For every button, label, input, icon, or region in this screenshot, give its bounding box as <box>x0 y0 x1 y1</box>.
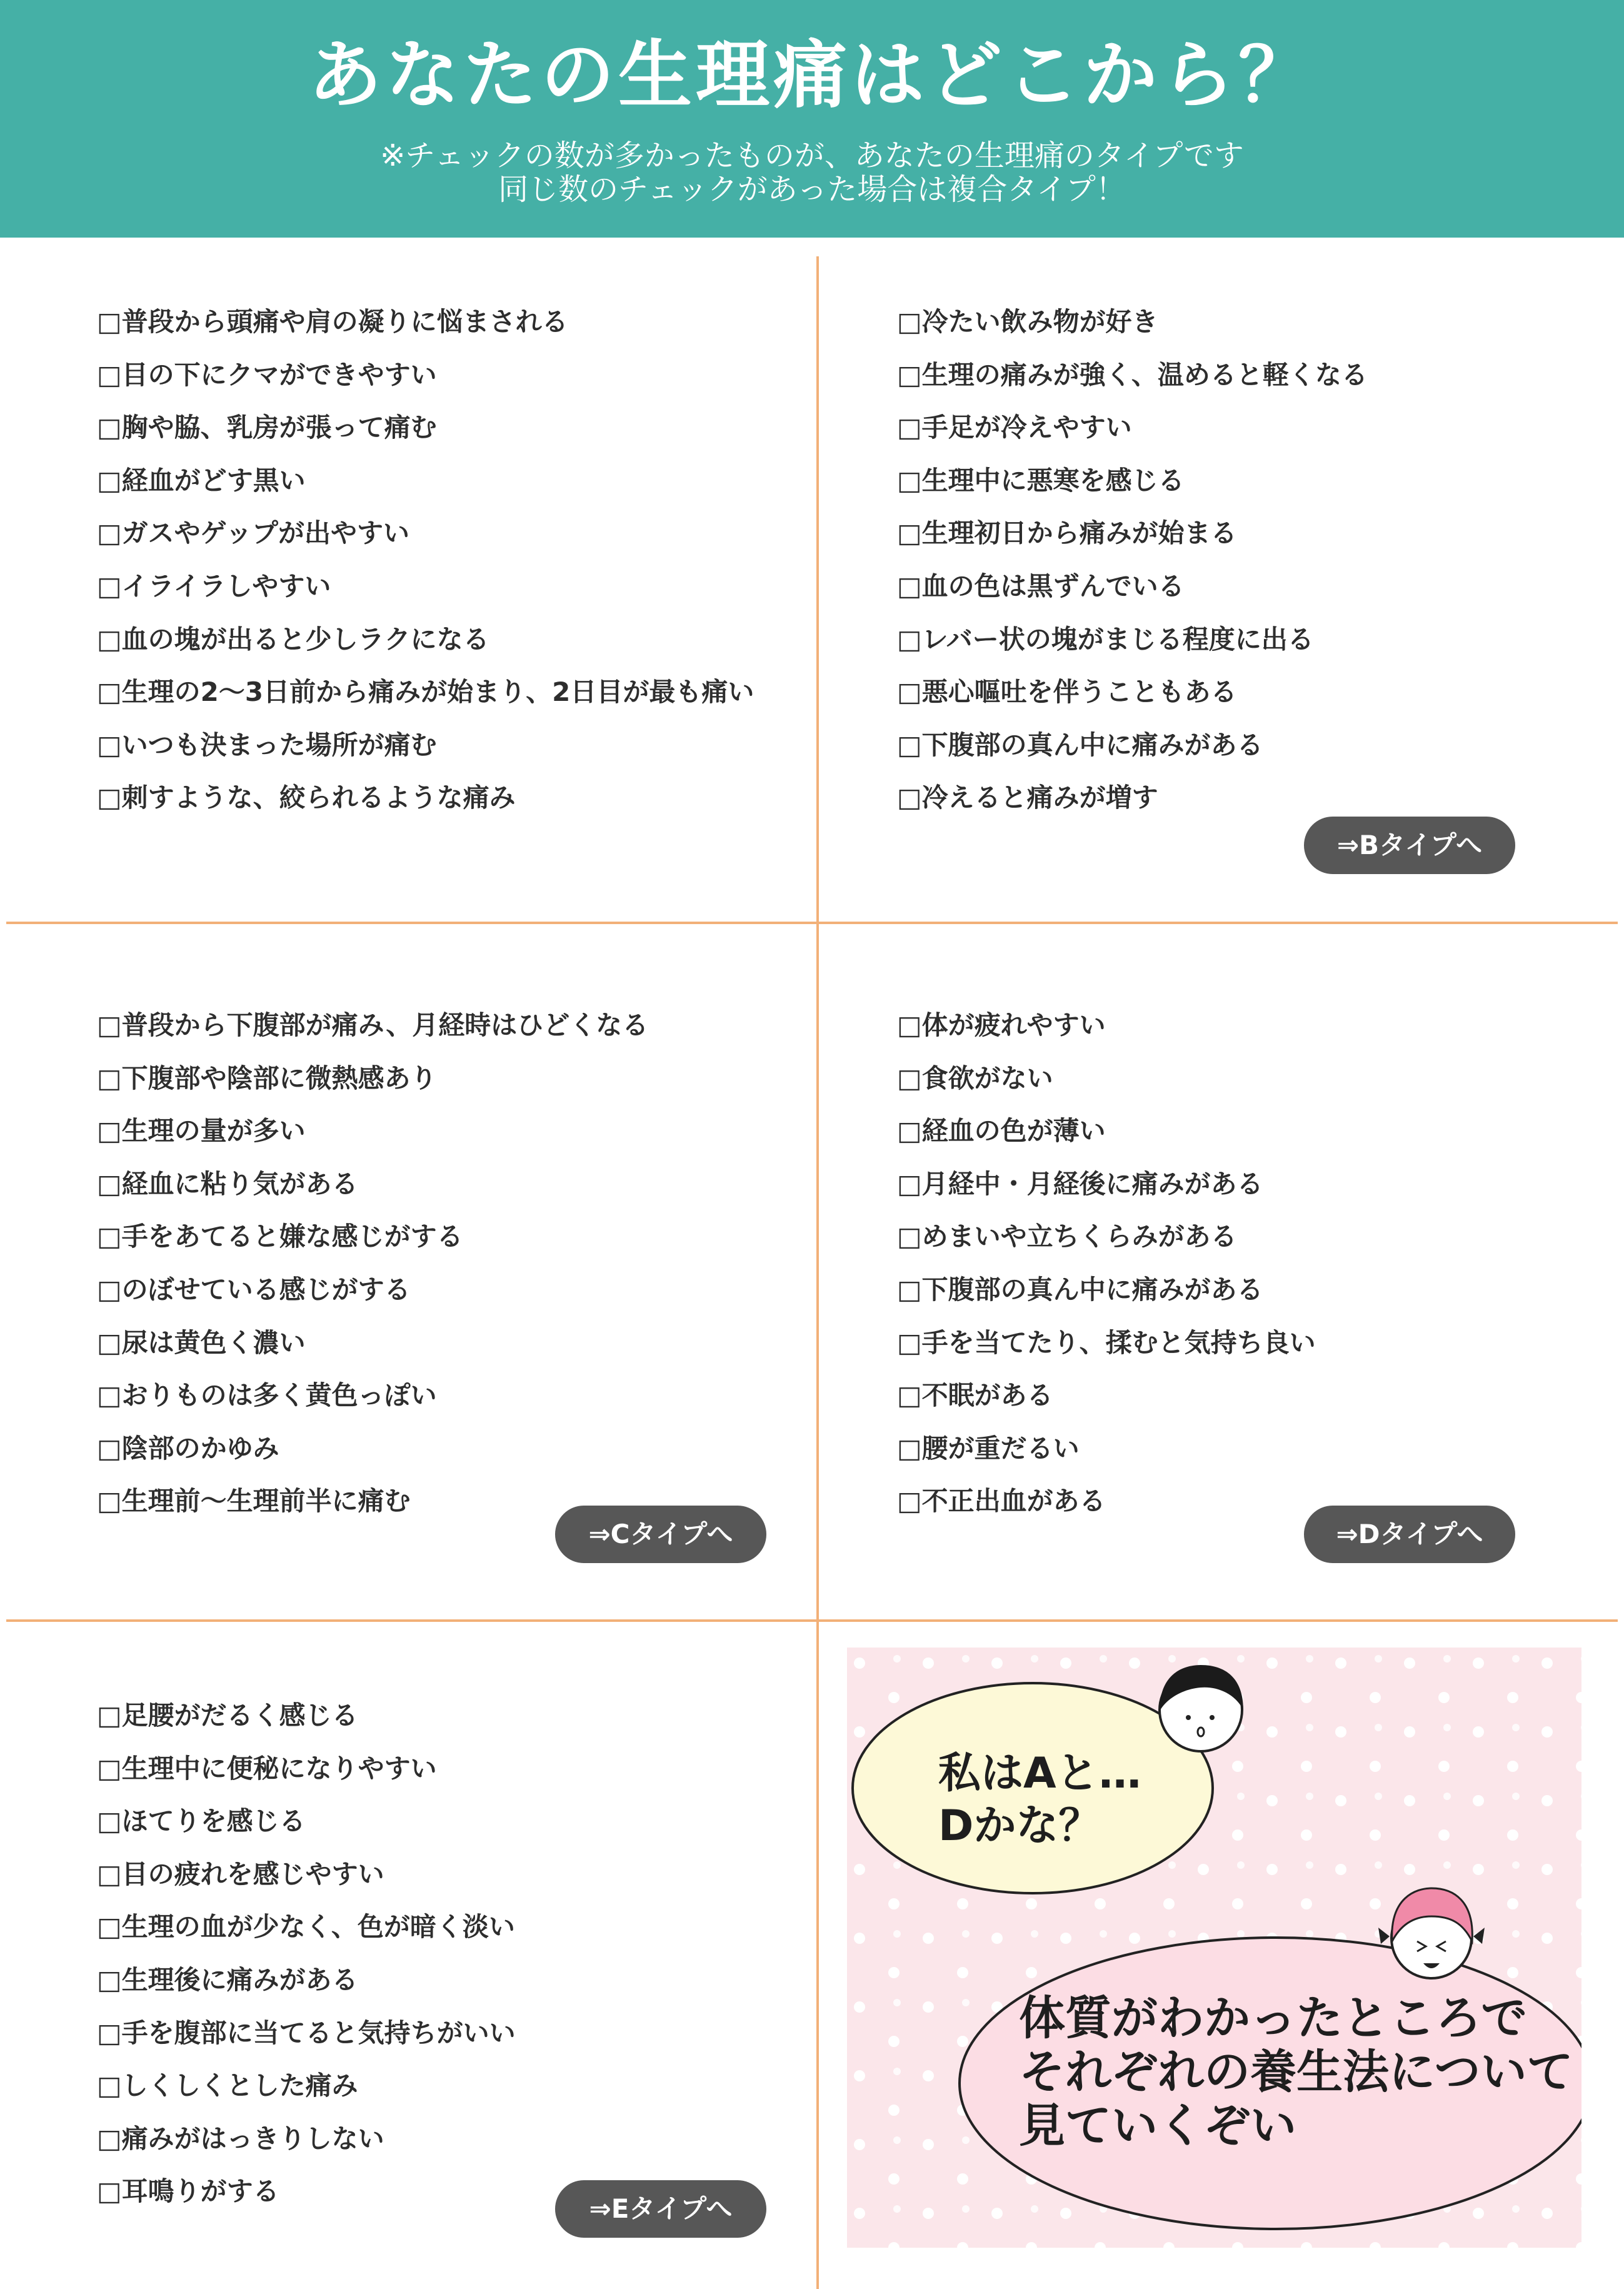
checklist-item[interactable]: □生理の量が多い <box>97 1115 306 1147</box>
checklist-item[interactable]: □手を腹部に当てると気持ちがいい <box>97 2017 516 2048</box>
page-title: あなたの生理痛はどこから？ <box>308 32 1316 118</box>
checklist-item[interactable]: □しくしくとした痛み <box>97 2070 358 2101</box>
checklist-item[interactable]: □体が疲れやすい <box>897 1010 1106 1040</box>
checklist-item[interactable]: □生理中に便秘になりやすい <box>97 1753 437 1784</box>
speech-line: 見ていくぞい <box>1019 2099 1296 2153</box>
checklist-item[interactable]: □冷えると痛みが増す <box>897 782 1158 813</box>
checklist-item[interactable]: □生理の血が少なく、色が暗く淡い <box>97 1911 515 1943</box>
boy-character-icon <box>1160 1665 1243 1751</box>
checklist-type-e <box>97 1698 516 2227</box>
checklist-item[interactable]: □尿は黄色く濃い <box>97 1327 306 1358</box>
comic-illustration <box>847 1648 1581 2248</box>
checklist-item[interactable]: □足腰がだるく感じる <box>97 1700 358 1731</box>
checklist-item[interactable]: □手をあてると嫌な感じがする <box>97 1221 463 1252</box>
checklist-item[interactable]: □月経中・月経後に痛みがある <box>897 1168 1263 1199</box>
vertical-divider <box>816 256 819 2289</box>
horizontal-divider-2 <box>6 1619 1618 1622</box>
speech-text-girl <box>1019 1991 1573 2153</box>
checklist-item[interactable]: □経血に粘り気がある <box>97 1168 358 1199</box>
checklist-item[interactable]: □耳鳴りがする <box>97 2176 279 2207</box>
checklist-item[interactable]: □痛みがはっきりしない <box>97 2123 384 2154</box>
checklist-item[interactable]: □下腹部の真ん中に痛みがある <box>897 1274 1263 1305</box>
page-header <box>0 0 1624 238</box>
go-to-type-c-button[interactable]: ⇒Cタイプへ <box>555 1506 766 1563</box>
speech-line: 私はAと… <box>938 1749 1141 1798</box>
checklist-item[interactable]: □おりものは多く黄色っぽい <box>97 1380 437 1411</box>
checklist-item[interactable]: □目の下にクマができやすい <box>97 359 437 390</box>
checklist-item[interactable]: □生理中に悪寒を感じる <box>897 465 1185 496</box>
checklist-item[interactable]: □めまいや立ちくらみがある <box>897 1221 1237 1252</box>
page-subtitle <box>0 139 1624 206</box>
illustration-art <box>847 1648 1581 2248</box>
checklist-item[interactable]: □手を当てたり、揉むと気持ち良い <box>897 1327 1316 1358</box>
checklist-item[interactable]: □胸や脇、乳房が張って痛む <box>97 412 437 443</box>
checklist-item[interactable]: □経血の色が薄い <box>897 1115 1106 1147</box>
checklist-item[interactable]: □食欲がない <box>897 1062 1053 1094</box>
checklist-type-c <box>97 1008 648 1537</box>
checklist-item[interactable]: □生理の2〜3日前から痛みが始まり、2日目が最も痛い <box>97 677 754 708</box>
checklist-item[interactable]: □いつも決まった場所が痛む <box>97 729 437 760</box>
checklist-item[interactable]: □悪心嘔吐を伴うこともある <box>897 677 1237 708</box>
checklist-item[interactable]: □下腹部の真ん中に痛みがある <box>897 729 1263 760</box>
checklist-type-d <box>897 1008 1316 1537</box>
subtitle-line-1: ※チェックの数が多かったものが、あなたの生理痛のタイプです <box>380 138 1244 173</box>
checklist-item[interactable]: □普段から頭痛や肩の凝りに悩まされる <box>97 306 568 337</box>
checklist-item[interactable]: □生理の痛みが強く、温めると軽くなる <box>897 359 1368 390</box>
checklist-item[interactable]: □血の塊が出ると少しラクになる <box>97 623 489 655</box>
speech-line: Dかな？ <box>938 1801 1101 1851</box>
checklist-item[interactable]: □下腹部や陰部に微熱感あり <box>97 1062 437 1094</box>
checklist-item[interactable]: □イライラしやすい <box>97 570 331 601</box>
go-to-type-d-button[interactable]: ⇒Dタイプへ <box>1304 1506 1515 1563</box>
go-to-type-b-button[interactable]: ⇒Bタイプへ <box>1304 817 1515 874</box>
checklist-item[interactable]: □冷たい飲み物が好き <box>897 306 1158 337</box>
checklist-item[interactable]: □のぼせている感じがする <box>97 1274 411 1305</box>
checklist-item[interactable]: □ガスやゲップが出やすい <box>97 518 410 549</box>
horizontal-divider-1 <box>6 922 1618 924</box>
checklist-item[interactable]: □手足が冷えやすい <box>897 412 1132 443</box>
checklist-item[interactable]: □陰部のかゆみ <box>97 1432 279 1464</box>
checklist-item[interactable]: □生理後に痛みがある <box>97 1964 358 1995</box>
checklist-item[interactable]: □不正出血がある <box>897 1486 1106 1517</box>
checklist-item[interactable]: □血の色は黒ずんでいる <box>897 570 1185 601</box>
checklist-item[interactable]: □目の疲れを感じやすい <box>97 1858 384 1889</box>
checklist-item[interactable]: □生理初日から痛みが始まる <box>897 518 1237 549</box>
checklist-item[interactable]: □刺すような、絞られるような痛み <box>97 782 516 813</box>
checklist-item[interactable]: □普段から下腹部が痛み、月経時はひどくなる <box>97 1010 649 1040</box>
checklist-type-b <box>897 304 1368 833</box>
subtitle-line-2: 同じ数のチェックがあった場合は複合タイプ！ <box>498 172 1126 207</box>
checklist-item[interactable]: □不眠がある <box>897 1380 1053 1411</box>
checklist-type-a <box>97 304 754 833</box>
checklist-item[interactable]: □経血がどす黒い <box>97 465 306 496</box>
speech-line: それぞれの養生法について <box>1019 2045 1573 2099</box>
speech-text-boy <box>938 1748 1141 1853</box>
speech-line: 体質がわかったところで <box>1019 1991 1528 2045</box>
checklist-item[interactable]: □腰が重だるい <box>897 1432 1080 1464</box>
go-to-type-e-button[interactable]: ⇒Eタイプへ <box>555 2180 766 2238</box>
checklist-item[interactable]: □レバー状の塊がまじる程度に出る <box>897 623 1314 655</box>
checklist-item[interactable]: □ほてりを感じる <box>97 1806 306 1837</box>
checklist-item[interactable]: □生理前〜生理前半に痛む <box>97 1486 411 1517</box>
